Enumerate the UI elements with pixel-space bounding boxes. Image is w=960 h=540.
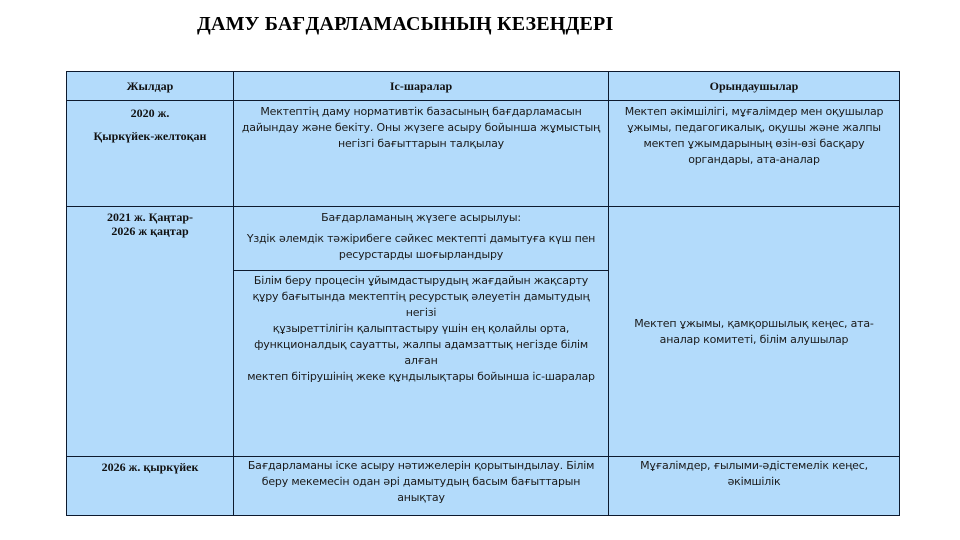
header-years: Жылдар xyxy=(67,72,234,101)
activities-lead-text: Бағдарламаның жүзеге асырылуы: xyxy=(321,211,521,224)
table-row xyxy=(67,457,900,516)
year-end-text: 2026 ж қаңтар xyxy=(111,224,189,238)
executors-text: Мектеп ұжымы, қамқоршылық кеңес, ата-аналар комитеті, білім алушылар xyxy=(634,316,874,346)
year-period-text: Қыркүйек-желтоқан xyxy=(93,129,207,143)
activities-text: Бағдарламаны іске асыру нәтижелерін қорытындылау. Білім беру мекемесін одан әрі дамытудың басым бағыттарын анықтау xyxy=(247,459,595,504)
header-executors: Орындаушылар xyxy=(609,72,900,101)
page-title: ДАМУ БАҒДАРЛАМАСЫНЫҢ КЕЗЕҢДЕРІ xyxy=(197,13,614,35)
executors-text: Мектеп әкімшілігі, мұғалімдер мен оқушылар ұжымы, педагогикалық, оқушы және жалпы мектеп ұжымдарының өзін-өзі басқару органдары, ата-аналар xyxy=(624,105,884,166)
activities-text: Үздік әлемдік тәжірибеге сәйкес мектепті дамытуға күш пен ресурстарды шоғырландыру xyxy=(246,232,596,261)
activities-cell xyxy=(234,457,609,516)
year-text: 2020 ж. xyxy=(130,106,170,120)
executors-cell xyxy=(609,207,900,457)
header-activities: Іс-шаралар xyxy=(234,72,609,101)
activities-subcell-b xyxy=(234,271,608,456)
table-header-row xyxy=(67,72,900,101)
activities-line: Білім беру процесін ұйымдастырудың жағдайын жақсарту xyxy=(253,274,589,287)
year-cell xyxy=(67,457,234,516)
activities-line: құру бағытында мектептің ресурстық әлеуетін дамытудың негізі xyxy=(252,290,590,319)
table-row xyxy=(67,207,900,457)
activities-cell xyxy=(234,207,609,457)
development-stages-table xyxy=(66,71,900,516)
executors-cell xyxy=(609,101,900,207)
activities-subcell-a xyxy=(234,207,608,271)
activities-text: Мектептің даму нормативтік базасының бағдарламасын дайындау және бекіту. Оны жүзеге асыру бойынша жұмыстың негізгі бағыттарын талқылау xyxy=(241,105,601,150)
year-cell xyxy=(67,207,234,457)
activities-line: құзыреттілігін қалыптастыру үшін ең қолайлы орта, функционалдық сауатты, жалпы адамзаттық негізде білім алған xyxy=(254,322,588,367)
year-start-text: 2021 ж. Қаңтар- xyxy=(106,210,194,224)
executors-text: Мұғалімдер, ғылыми-әдістемелік кеңес, әкімшілік xyxy=(640,459,868,488)
year-cell xyxy=(67,101,234,207)
activities-line: мектеп бітірушінің жеке құндылықтары бойынша іс-шаралар xyxy=(247,370,595,383)
year-text: 2026 ж. қыркүйек xyxy=(101,460,199,474)
executors-cell xyxy=(609,457,900,516)
activities-cell xyxy=(234,101,609,207)
table-row xyxy=(67,101,900,207)
